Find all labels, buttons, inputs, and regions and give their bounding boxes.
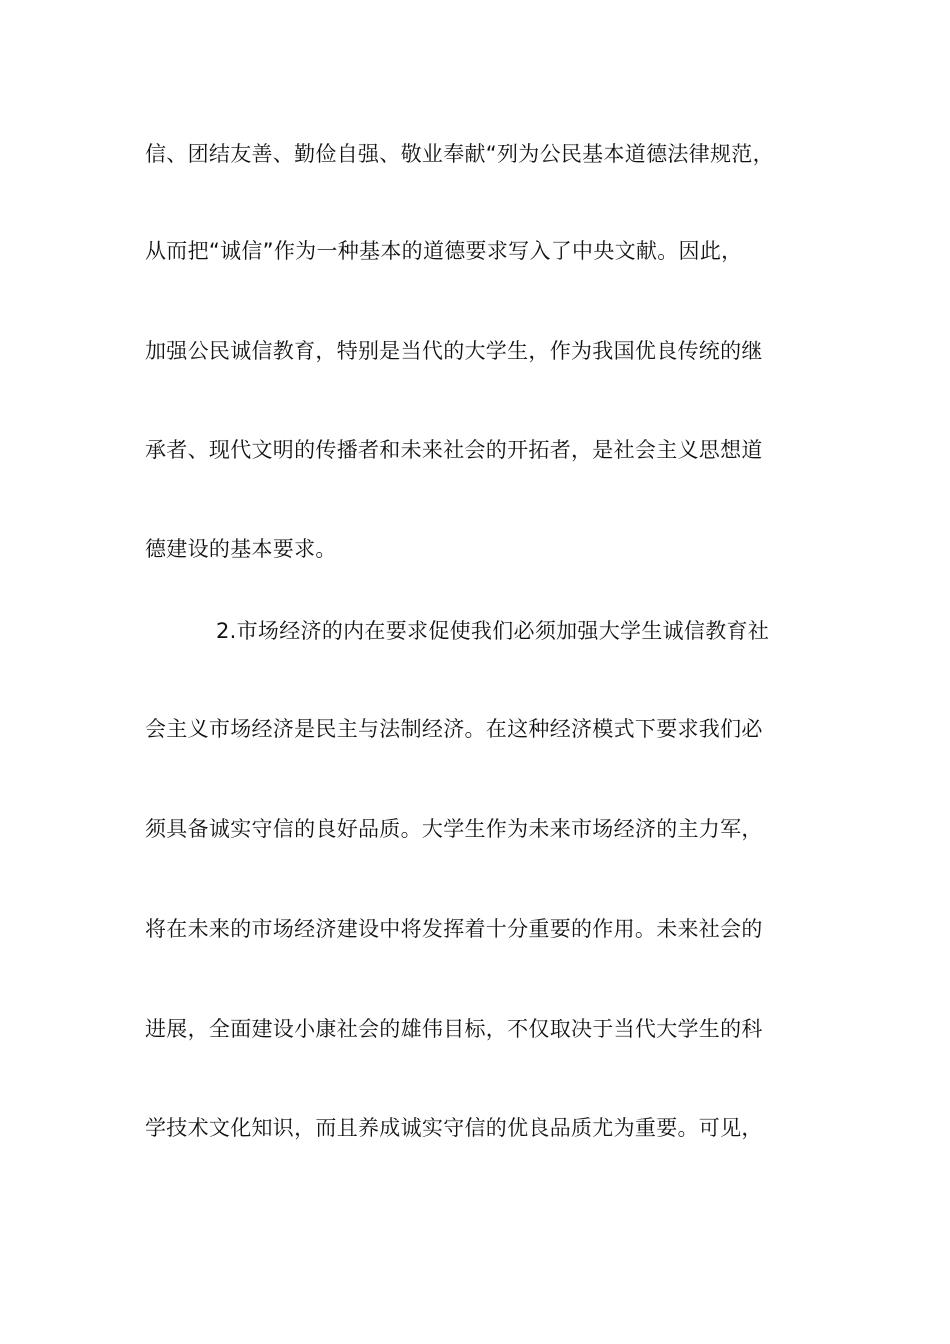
text-line: 须具备诚实守信的良好品质。大学生作为未来市场经济的主力军， [145, 817, 763, 841]
text-line: 会主义市场经济是民主与法制经济。在这种经济模式下要求我们必 [145, 717, 763, 741]
text-line: 信、团结友善、勤俭自强、敬业奉献“列为公民基本道德法律规范， [145, 142, 774, 166]
text-line: 德建设的基本要求。 [145, 537, 337, 561]
text-line: 进展，全面建设小康社会的雄伟目标，不仅取决于当代大学生的科 [145, 1017, 763, 1041]
text-line: 学技术文化知识，而且养成诚实守信的优良品质尤为重要。可见， [145, 1116, 763, 1140]
section-heading-line: 2.市场经济的内在要求促使我们必须加强大学生诚信教育社 [216, 619, 770, 643]
text-line: 承者、现代文明的传播者和未来社会的开拓者，是社会主义思想道 [145, 438, 763, 462]
text-line: 加强公民诚信教育，特别是当代的大学生，作为我国优良传统的继 [145, 339, 763, 363]
text-line: 从而把“诚信”作为一种基本的道德要求写入了中央文献。因此， [145, 239, 743, 263]
text-line: 将在未来的市场经济建设中将发挥着十分重要的作用。未来社会的 [145, 917, 763, 941]
